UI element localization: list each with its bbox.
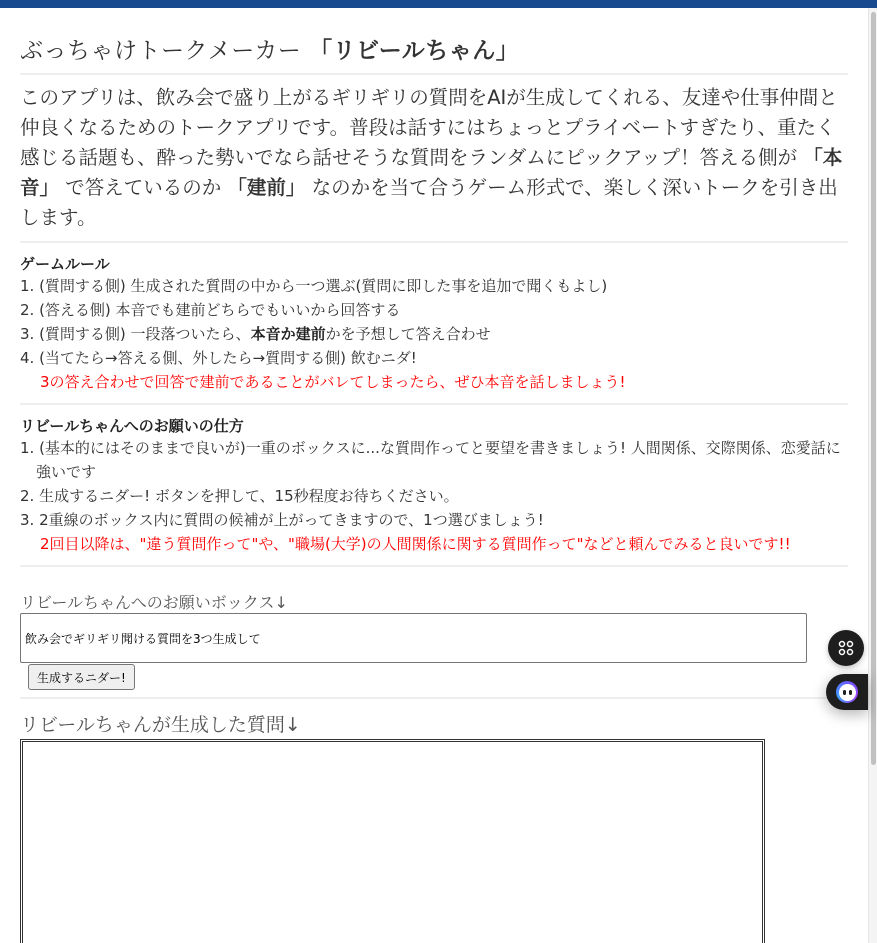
howto-item: 1. (基本的にはそのままで良いが)一重のボックスに...な質問作ってと要望を書きましょう! 人間関係、交際関係、恋愛話に強いです <box>20 439 841 481</box>
divider <box>20 403 848 405</box>
rule-item <box>20 322 848 346</box>
rule-text: かを予想して答え合わせ <box>325 325 491 343</box>
intro-honne: 「本音」 <box>20 146 843 199</box>
request-input-value: 飲み会でギリギリ聞ける質問を3つ生成して <box>25 631 261 646</box>
page-title <box>20 32 519 65</box>
intro-paragraph <box>20 83 848 233</box>
howto-note: 2回目以降は、"違う質問作って"や、"職場(大学)の人間関係に関する質問作って"などと頼んでみると良いです!! <box>40 535 791 553</box>
divider <box>20 73 848 75</box>
generated-questions-box[interactable] <box>20 739 765 943</box>
divider <box>20 241 848 243</box>
title-prefix: ぶっちゃけトークメーカー <box>20 38 310 64</box>
page-scrollbar[interactable] <box>868 8 877 943</box>
output-label: リビールちゃんが生成した質問↓ <box>20 714 301 736</box>
apps-grid-icon <box>838 640 854 656</box>
divider <box>20 697 848 699</box>
howto-item: 3. 2重線のボックス内に質問の候補が上がってきますので、1つ選びましょう! <box>20 511 544 529</box>
howto-list <box>20 436 848 556</box>
rules-title: ゲームルール <box>20 255 110 273</box>
rule-emphasis: 本音か建前 <box>250 325 326 343</box>
request-input[interactable] <box>20 613 807 663</box>
intro-tatemae: 「建前」 <box>227 176 306 199</box>
title-app-name: 「リビールちゃん」 <box>309 38 520 64</box>
apps-button[interactable] <box>828 630 864 666</box>
request-label: リビールちゃんへのお願いボックス↓ <box>20 593 288 612</box>
intro-text: で答えているのか <box>59 176 228 199</box>
rule-item: 2. (答える側) 本音でも建前どちらでもいいから回答する <box>20 301 401 319</box>
assistant-bot-icon <box>836 681 858 703</box>
intro-text: なのかを当て合うゲーム形式で、楽しく深いトークを引き出します。 <box>20 176 838 229</box>
page <box>0 8 868 943</box>
scrollbar-thumb[interactable] <box>871 12 876 765</box>
generate-button[interactable]: 生成するニダー! <box>28 664 135 690</box>
rule-item: 4. (当てたら→答える側、外したら→質問する側) 飲むニダ! <box>20 349 417 367</box>
rule-text: 3. (質問する側) 一段落ついたら、 <box>20 325 251 343</box>
rule-item: 1. (質問する側) 生成された質問の中から一つ選ぶ(質問に即した事を追加で聞くもよし) <box>20 277 608 295</box>
rules-note: 3の答え合わせで回答で建前であることがバレてしまったら、ぜひ本音を話しましょう! <box>40 373 626 391</box>
browser-top-bar <box>0 0 877 8</box>
divider <box>20 565 848 567</box>
assistant-button[interactable] <box>826 674 868 710</box>
howto-title: リビールちゃんへのお願いの仕方 <box>20 417 244 435</box>
intro-text: このアプリは、飲み会で盛り上がるギリギリの質問をAIが生成してくれる、友達や仕事仲間と仲良くなるためのトークアプリです。普段は話すにはちょっとプライベートすぎたり、重たく感じる話題も、酔った勢いでなら話せそうな質問をランダムにピックアップ！答える側が <box>20 86 838 169</box>
howto-item: 2. 生成するニダー! ボタンを押して、15秒程度お待ちください。 <box>20 487 459 505</box>
rules-list <box>20 274 848 394</box>
